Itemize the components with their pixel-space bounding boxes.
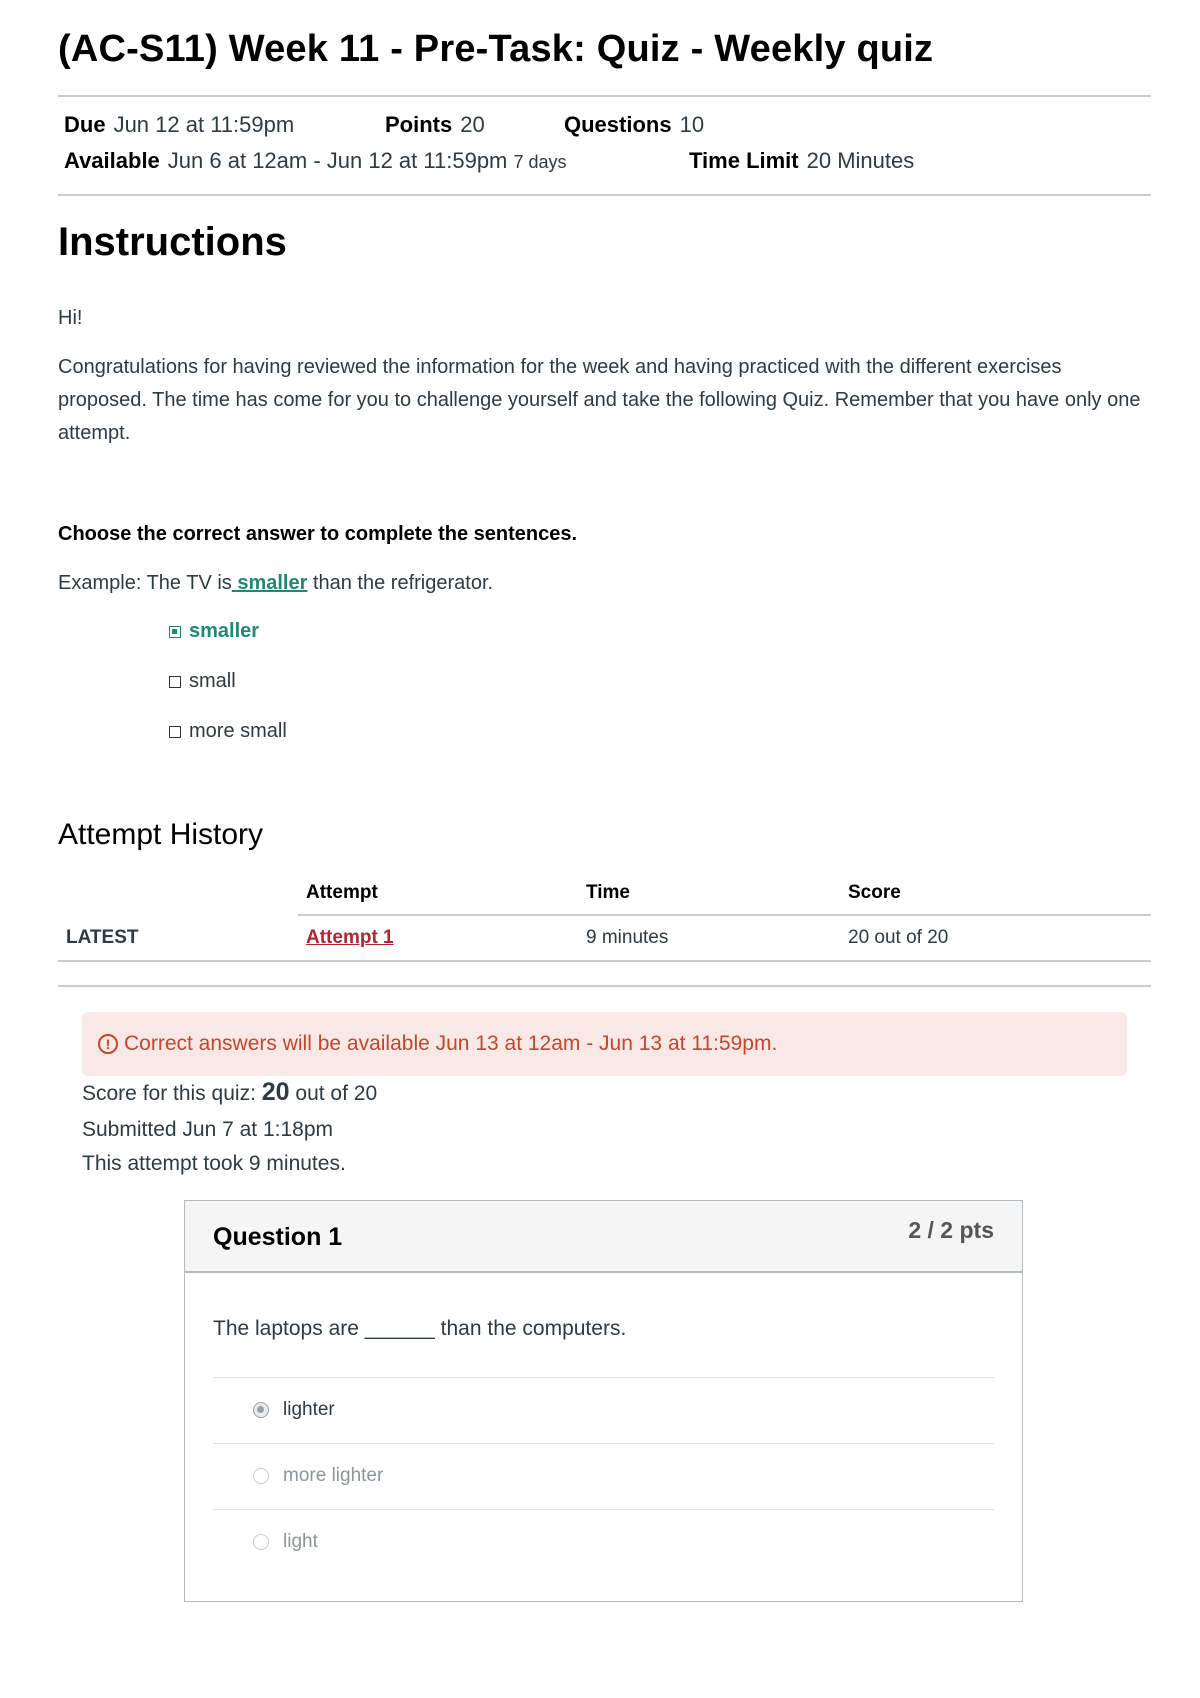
history-divider xyxy=(58,985,1151,987)
latest-tag: LATEST xyxy=(58,915,298,961)
answer-option xyxy=(253,1399,335,1421)
available-info xyxy=(64,148,567,174)
time-cell: 9 minutes xyxy=(578,915,840,961)
answer-option xyxy=(253,1531,318,1553)
points-info xyxy=(385,112,485,138)
due-info xyxy=(64,112,294,138)
alert-text: Correct answers will be available Jun 13 at 12am - Jun 13 at 11:59pm. xyxy=(124,1032,778,1055)
available-days: 7 days xyxy=(513,152,567,172)
answers-availability-alert xyxy=(82,1012,1127,1076)
column-header: Attempt xyxy=(298,872,578,915)
meta-row-1 xyxy=(64,112,1144,142)
time-limit-value: 20 Minutes xyxy=(806,148,915,173)
time-limit-info xyxy=(689,148,914,174)
greeting: Hi! xyxy=(58,307,83,329)
questions-value: 10 xyxy=(679,112,705,137)
page-title: (AC-S11) Week 11 - Pre-Task: Quiz - Weekly quiz xyxy=(58,28,934,70)
example-prefix: Example: The TV is xyxy=(58,572,232,594)
example-answer: smaller xyxy=(231,572,308,594)
checked-box-icon xyxy=(169,626,181,638)
score-suffix: out of 20 xyxy=(289,1082,378,1105)
answer-option xyxy=(253,1465,383,1487)
attempt-history-heading: Attempt History xyxy=(58,818,264,851)
title-divider xyxy=(58,95,1151,97)
radio-empty-icon xyxy=(253,1468,269,1484)
column-header: Score xyxy=(840,872,1151,915)
available-value: Jun 6 at 12am - Jun 12 at 11:59pm xyxy=(167,148,508,173)
question-card xyxy=(184,1200,1023,1602)
quiz-score xyxy=(82,1078,377,1107)
example-sentence xyxy=(58,567,1151,600)
points-value: 20 xyxy=(460,112,485,137)
radio-selected-icon xyxy=(253,1402,269,1418)
answer-divider xyxy=(213,1509,994,1510)
radio-empty-icon xyxy=(253,1534,269,1550)
score-prefix: Score for this quiz: xyxy=(82,1082,262,1105)
questions-label: Questions xyxy=(564,112,672,137)
warning-icon: ! xyxy=(98,1034,118,1054)
example-suffix: than the refrigerator. xyxy=(307,572,494,594)
attempt-link[interactable]: Attempt 1 xyxy=(306,927,394,948)
due-label: Due xyxy=(64,112,106,137)
answer-divider xyxy=(213,1443,994,1444)
instructions-heading: Instructions xyxy=(58,220,287,264)
example-option xyxy=(169,620,259,643)
directive: Choose the correct answer to complete the sentences. xyxy=(58,523,578,545)
example-option-label: more small xyxy=(189,720,287,742)
answer-divider xyxy=(213,1377,994,1378)
answer-label: light xyxy=(283,1531,318,1552)
time-limit-label: Time Limit xyxy=(689,148,799,173)
attempt-duration: This attempt took 9 minutes. xyxy=(82,1152,346,1175)
points-label: Points xyxy=(385,112,453,137)
attempt-cell xyxy=(298,915,578,961)
example-option-label: small xyxy=(189,670,236,692)
score-value: 20 xyxy=(261,1078,290,1106)
table-header-row xyxy=(58,872,1151,915)
question-header xyxy=(185,1201,1022,1273)
answer-label: lighter xyxy=(283,1399,335,1420)
example-option-label: smaller xyxy=(189,620,260,642)
instructions-paragraph: Congratulations for having reviewed the information for the week and having practiced with the different exercises proposed. The time has come for you to challenge yourself and take the following Quiz. Remember that you have only one attempt. xyxy=(58,356,1141,444)
column-header xyxy=(58,872,298,915)
meta-row-2 xyxy=(64,148,1144,178)
score-cell: 20 out of 20 xyxy=(840,915,1151,961)
question-title: Question 1 xyxy=(213,1223,343,1251)
empty-box-icon xyxy=(169,726,181,738)
column-header: Time xyxy=(578,872,840,915)
submitted-time: Submitted Jun 7 at 1:18pm xyxy=(82,1118,333,1141)
example-option xyxy=(169,670,236,693)
answer-label: more lighter xyxy=(283,1465,384,1486)
empty-box-icon xyxy=(169,676,181,688)
available-label: Available xyxy=(64,148,160,173)
example-option xyxy=(169,720,287,743)
question-points: 2 / 2 pts xyxy=(908,1217,994,1243)
meta-divider xyxy=(58,194,1151,196)
table-row xyxy=(58,915,1151,961)
attempt-history-table xyxy=(58,872,1151,962)
questions-info xyxy=(564,112,704,138)
due-value: Jun 12 at 11:59pm xyxy=(113,112,295,137)
question-text: The laptops are ______ than the computers. xyxy=(213,1317,627,1340)
